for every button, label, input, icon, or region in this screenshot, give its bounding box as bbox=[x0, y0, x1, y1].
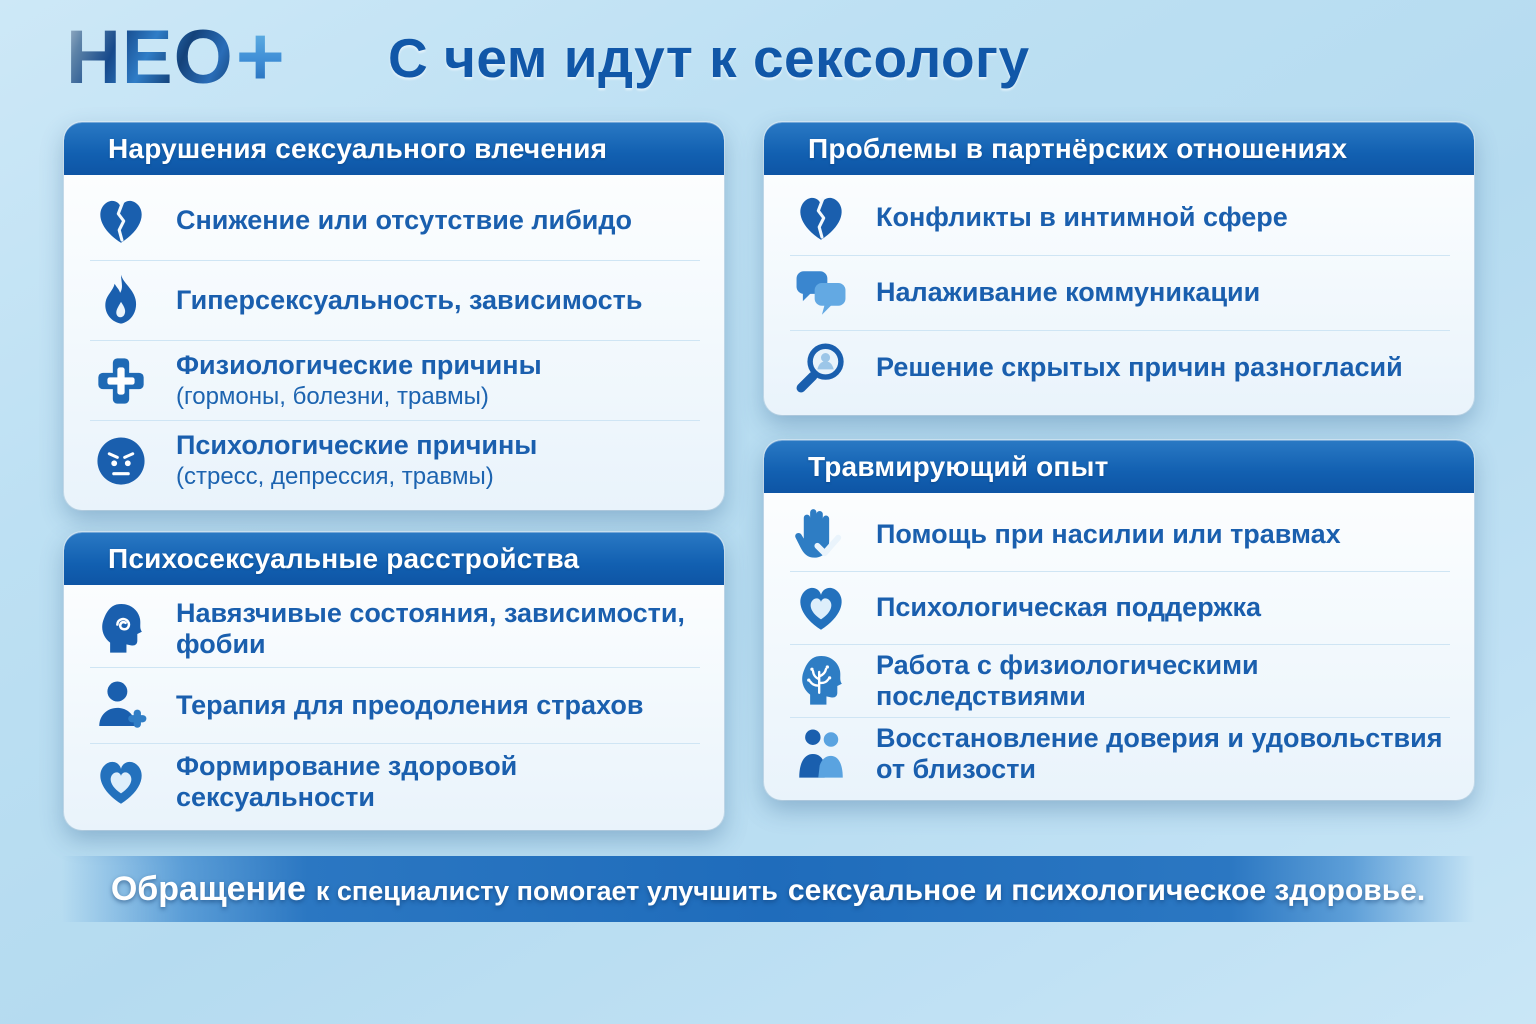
card-title: Психосексуальные расстройства bbox=[108, 542, 580, 574]
item-text: Налаживание коммуникации bbox=[876, 277, 1261, 308]
item-subtext: (гормоны, болезни, травмы) bbox=[176, 382, 489, 410]
list-item bbox=[88, 341, 702, 420]
item-text: Психологические причины bbox=[176, 429, 538, 460]
list-item bbox=[788, 256, 1452, 330]
list-item bbox=[788, 181, 1452, 255]
embracing-couple-icon bbox=[790, 723, 852, 785]
list-item bbox=[788, 645, 1452, 717]
item-text: Формирование здоровой сексуальности bbox=[176, 751, 518, 813]
page-title: С чем идут к сексологу bbox=[388, 27, 1030, 89]
card-header bbox=[764, 440, 1474, 493]
item-text: Конфликты в интимной сфере bbox=[876, 202, 1288, 233]
card-header bbox=[764, 122, 1474, 175]
plus-icon: + bbox=[235, 9, 286, 103]
item-text: Снижение или отсутствие либидо bbox=[176, 204, 633, 235]
brand-logo-text: НЕО bbox=[66, 15, 234, 100]
broken-heart-icon bbox=[90, 190, 152, 252]
list-item bbox=[88, 744, 702, 820]
item-text: Гиперсексуальность, зависимость bbox=[176, 284, 643, 315]
card-partner-problems bbox=[764, 122, 1474, 415]
card-title: Травмирующий опыт bbox=[808, 450, 1109, 482]
brand-logo bbox=[66, 9, 286, 103]
person-plus-icon bbox=[90, 675, 152, 737]
card-body bbox=[64, 585, 724, 830]
card-body bbox=[764, 175, 1474, 415]
card-traumatic-experience bbox=[764, 440, 1474, 800]
chat-bubbles-icon bbox=[790, 262, 852, 324]
card-desire-disorders bbox=[64, 122, 724, 510]
item-text: Физиологические причины bbox=[176, 349, 542, 380]
list-item bbox=[88, 261, 702, 340]
item-text: Восстановление доверия и удовольствия от близости bbox=[876, 722, 1443, 784]
footer-lead-text: Обращение bbox=[110, 869, 306, 908]
item-text: Помощь при насилии или травмах bbox=[876, 519, 1341, 550]
list-item bbox=[788, 499, 1452, 571]
hand-check-icon bbox=[790, 504, 852, 566]
list-item bbox=[88, 668, 702, 744]
card-header bbox=[64, 122, 724, 175]
item-text: Работа с физиологическими последствиями bbox=[876, 649, 1259, 711]
worried-face-icon bbox=[90, 430, 152, 492]
item-text: Решение скрытых причин разногласий bbox=[876, 352, 1403, 383]
head-spiral-icon bbox=[90, 598, 152, 660]
footer-tail-text: сексуальное и психологическое здоровье. bbox=[787, 873, 1426, 907]
card-header bbox=[64, 532, 724, 585]
broken-heart-icon bbox=[790, 187, 852, 249]
heart-in-heart-icon bbox=[790, 577, 852, 639]
flame-icon bbox=[90, 270, 152, 332]
list-item bbox=[88, 181, 702, 260]
item-text: Психологическая поддержка bbox=[876, 592, 1262, 623]
footer-mid-text: к специалисту помогает улучшить bbox=[315, 875, 778, 906]
item-text: Терапия для преодоления страхов bbox=[176, 689, 644, 720]
medical-cross-icon bbox=[90, 350, 152, 412]
list-item bbox=[788, 331, 1452, 405]
card-psychosexual-disorders bbox=[64, 532, 724, 830]
magnifier-person-icon bbox=[790, 337, 852, 399]
heart-in-heart-icon bbox=[90, 751, 152, 813]
item-text: Навязчивые состояния, зависимости, фобии bbox=[176, 597, 685, 659]
head-tree-icon bbox=[790, 650, 852, 712]
list-item bbox=[788, 718, 1452, 790]
card-body bbox=[764, 493, 1474, 800]
item-subtext: (стресс, депрессия, травмы) bbox=[176, 462, 494, 490]
list-item bbox=[788, 572, 1452, 644]
list-item bbox=[88, 591, 702, 667]
card-title: Проблемы в партнёрских отношениях bbox=[808, 132, 1348, 164]
card-title: Нарушения сексуального влечения bbox=[108, 132, 608, 164]
footer-banner bbox=[0, 856, 1536, 922]
card-body bbox=[64, 175, 724, 510]
list-item bbox=[88, 421, 702, 500]
